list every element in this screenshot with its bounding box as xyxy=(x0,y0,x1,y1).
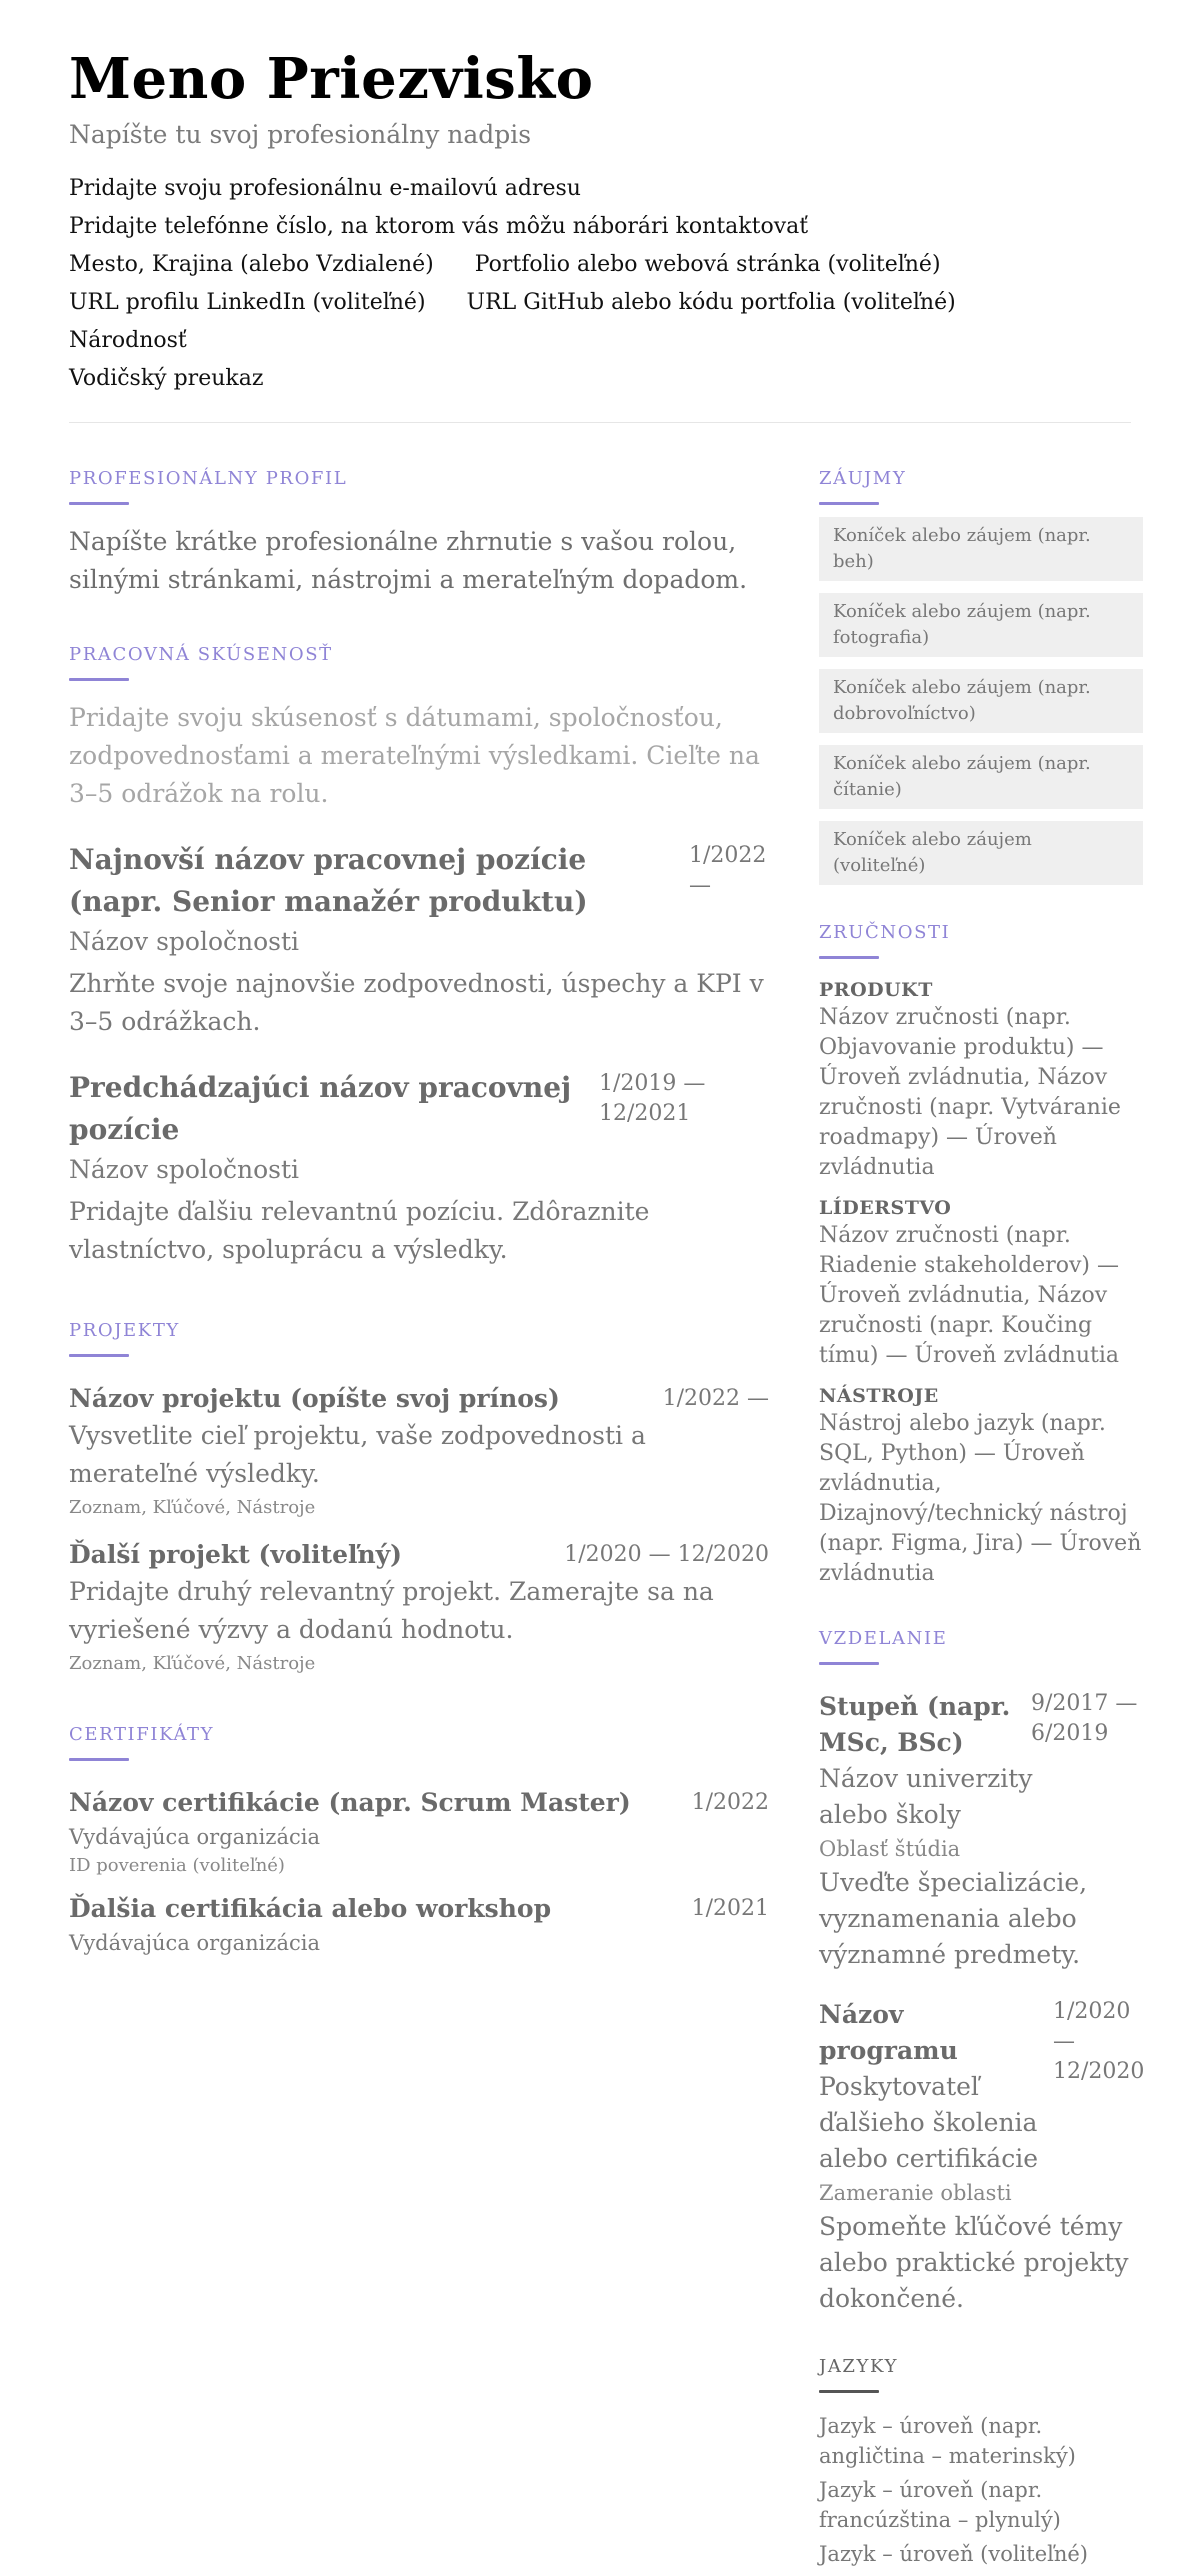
github-link: URL GitHub alebo kódu portfolia (voliteľné) xyxy=(466,290,956,315)
section-rule xyxy=(69,1758,129,1761)
certificate-date: 1/2022 xyxy=(691,1790,769,1815)
skill-group-items: Nástroj alebo jazyk (napr. SQL, Python) — Úroveň zvládnutia, Dizajnový/technický nástroj (napr. Figma, Jira) — Úroveň zvládnutia xyxy=(819,1411,1142,1586)
project-name: Ďalší projekt (voliteľný) xyxy=(69,1540,403,1569)
experience-entry xyxy=(69,1067,769,1269)
certificate-issuer: Vydávajúca organizácia xyxy=(69,1825,320,1849)
experience-entry xyxy=(69,839,769,1041)
skill-group-items: Názov zručnosti (napr. Riadenie stakeholderov) — Úroveň zvládnutia, Názov zručnosti (napr. Koučing tímu) — Úroveň zvládnutia xyxy=(819,1223,1119,1368)
education-entry xyxy=(819,1997,1143,2317)
skill-group xyxy=(819,1383,1143,1589)
institution-name: Poskytovateľ ďalšieho školenia alebo certifikácie xyxy=(819,2072,1039,2173)
company-name: Názov spoločnosti xyxy=(69,1155,300,1184)
language-item: Jazyk – úroveň (napr. angličtina – materinský) xyxy=(819,2414,1076,2468)
drivers-license: Vodičský preukaz xyxy=(69,366,264,391)
project-tags: Zoznam, Kľúčové, Nástroje xyxy=(69,1653,316,1674)
section-title: PROFESIONÁLNY PROFIL xyxy=(69,468,348,489)
interests-list xyxy=(819,517,1143,885)
field-of-study: Oblasť štúdia xyxy=(819,1837,961,1861)
linkedin-link: URL profilu LinkedIn (voliteľné) xyxy=(69,290,426,315)
experience-intro: Pridajte svoju skúsenosť s dátumami, spoločnosťou, zodpovednosťami a merateľnými výsledkami. Cieľte na 3–5 odrážok na rolu. xyxy=(69,703,760,808)
languages-list xyxy=(819,2411,1143,2569)
section-rule xyxy=(819,2390,879,2393)
section-rule xyxy=(69,502,129,505)
degree-name: Názov programu xyxy=(819,2000,958,2065)
full-name: Meno Priezvisko xyxy=(69,46,594,112)
certificate-date: 1/2021 xyxy=(691,1896,769,1921)
project-date: 1/2022 — xyxy=(662,1386,769,1411)
section-title: CERTIFIKÁTY xyxy=(69,1724,215,1745)
job-description: Pridajte ďalšiu relevantnú pozíciu. Zdôraznite vlastníctvo, spoluprácu a výsledky. xyxy=(69,1197,650,1264)
institution-name: Názov univerzity alebo školy xyxy=(819,1764,1033,1829)
certificate-name: Názov certifikácie (napr. Scrum Master) xyxy=(69,1788,631,1817)
job-title: Predchádzajúci názov pracovnej pozície xyxy=(69,1071,572,1146)
skills-section xyxy=(819,921,1143,1589)
professional-headline: Napíšte tu svoj profesionálny nadpis xyxy=(69,120,532,149)
resume-header xyxy=(69,0,1131,423)
interest-chip: Koníček alebo záujem (napr. dobrovoľníctvo) xyxy=(819,669,1143,733)
phone: Pridajte telefónne číslo, na ktorom vás môžu náborári kontaktovať xyxy=(69,214,809,239)
education-date: 1/2020 — 12/2020 xyxy=(1053,1999,1145,2084)
degree-name: Stupeň (napr. MSc, BSc) xyxy=(819,1692,1011,1757)
skill-group-items: Názov zručnosti (napr. Objavovanie produktu) — Úroveň zvládnutia, Názov zručnosti (napr. Vytváranie roadmapy) — Úroveň zvládnutia xyxy=(819,1005,1121,1180)
project-tags: Zoznam, Kľúčové, Nástroje xyxy=(69,1497,316,1518)
section-title: ZÁUJMY xyxy=(819,468,907,489)
certificate-name: Ďalšia certifikácia alebo workshop xyxy=(69,1894,552,1923)
project-name: Názov projektu (opíšte svoj prínos) xyxy=(69,1384,560,1413)
education-description: Uveďte špecializácie, vyznamenania alebo významné predmety. xyxy=(819,1868,1088,1969)
certificate-entry xyxy=(69,1785,769,1879)
section-rule xyxy=(819,502,879,505)
section-rule xyxy=(69,1354,129,1357)
skill-group-name: LÍDERSTVO xyxy=(819,1197,952,1219)
section-title: PRACOVNÁ SKÚSENOSŤ xyxy=(69,644,333,665)
interest-chip: Koníček alebo záujem (voliteľné) xyxy=(819,821,1143,885)
interests-section xyxy=(819,467,1143,885)
side-column xyxy=(819,467,1143,2569)
interest-chip: Koníček alebo záujem (napr. beh) xyxy=(819,517,1143,581)
project-entry xyxy=(69,1381,769,1523)
job-description: Zhrňte svoje najnovšie zodpovednosti, úspechy a KPI v 3–5 odrážkach. xyxy=(69,969,764,1036)
education-description: Spomeňte kľúčové témy alebo praktické projekty dokončené. xyxy=(819,2212,1129,2313)
job-title: Najnovší názov pracovnej pozície (napr. Senior manažér produktu) xyxy=(69,843,588,918)
email: Pridajte svoju profesionálnu e-mailovú adresu xyxy=(69,176,581,201)
language-item: Jazyk – úroveň (napr. francúzština – plynulý) xyxy=(819,2478,1061,2532)
skill-group-name: NÁSTROJE xyxy=(819,1385,939,1407)
skill-group xyxy=(819,1195,1143,1371)
profile-section xyxy=(69,467,769,599)
job-date: 1/2019 — 12/2021 xyxy=(599,1071,706,1126)
skill-group-name: PRODUKT xyxy=(819,979,933,1001)
section-rule xyxy=(819,1662,879,1665)
projects-section xyxy=(69,1319,769,1679)
section-title: ZRUČNOSTI xyxy=(819,922,951,943)
section-title: PROJEKTY xyxy=(69,1320,180,1341)
section-rule xyxy=(69,678,129,681)
field-of-study: Zameranie oblasti xyxy=(819,2181,1012,2205)
skill-group xyxy=(819,977,1143,1183)
education-section xyxy=(819,1627,1143,2317)
section-rule xyxy=(819,956,879,959)
location: Mesto, Krajina (alebo Vzdialené) xyxy=(69,252,434,277)
credential-id: ID poverenia (voliteľné) xyxy=(69,1855,285,1876)
project-date: 1/2020 — 12/2020 xyxy=(564,1542,769,1567)
contact-info xyxy=(69,170,1131,398)
education-entry xyxy=(819,1689,1143,1973)
main-column xyxy=(69,467,769,1959)
nationality: Národnosť xyxy=(69,328,187,353)
project-entry xyxy=(69,1537,769,1679)
profile-summary: Napíšte krátke profesionálne zhrnutie s vašou rolou, silnými stránkami, nástrojmi a merateľným dopadom. xyxy=(69,527,748,594)
header-divider xyxy=(69,422,1131,423)
certificate-issuer: Vydávajúca organizácia xyxy=(69,1931,320,1955)
interest-chip: Koníček alebo záujem (napr. čítanie) xyxy=(819,745,1143,809)
experience-section xyxy=(69,643,769,1269)
portfolio-link: Portfolio alebo webová stránka (voliteľné) xyxy=(474,252,941,277)
certificate-entry xyxy=(69,1891,769,1959)
languages-section xyxy=(819,2355,1143,2569)
section-title: VZDELANIE xyxy=(819,1628,948,1649)
language-item: Jazyk – úroveň (voliteľné) xyxy=(819,2542,1089,2566)
interest-chip: Koníček alebo záujem (napr. fotografia) xyxy=(819,593,1143,657)
project-description: Vysvetlite cieľ projektu, vaše zodpovednosti a merateľné výsledky. xyxy=(69,1421,646,1488)
education-date: 9/2017 — 6/2019 xyxy=(1031,1691,1138,1746)
project-description: Pridajte druhý relevantný projekt. Zamerajte sa na vyriešené výzvy a dodanú hodnotu. xyxy=(69,1577,714,1644)
section-title: JAZYKY xyxy=(819,2356,899,2377)
job-date: 1/2022 — xyxy=(689,843,767,898)
certificates-section xyxy=(69,1723,769,1959)
company-name: Názov spoločnosti xyxy=(69,927,300,956)
